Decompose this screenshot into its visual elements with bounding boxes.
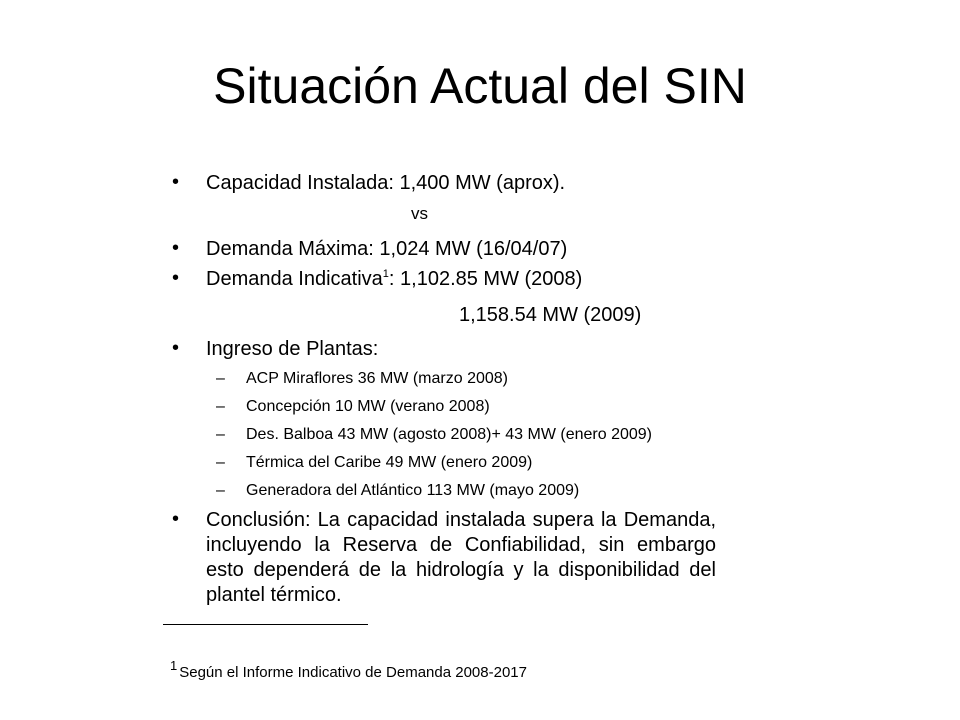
demanda-indicativa-2009: 1,158.54 MW (2009) [459,304,642,326]
demanda-indicativa-label: Demanda Indicativa [206,268,383,290]
footnote-divider [163,624,368,625]
bullet-marker: • [172,267,180,289]
ingreso-plantas: Ingreso de Plantas: [206,338,379,360]
dash-marker: – [216,398,225,415]
planta-item: Concepción 10 MW (verano 2008) [246,398,490,415]
dash-marker: – [216,454,225,471]
slide-title: Situación Actual del SIN [213,58,747,114]
capacidad-instalada: Capacidad Instalada: 1,400 MW (aprox). [206,172,566,194]
bullet-marker: • [172,171,180,193]
planta-item: Des. Balboa 43 MW (agosto 2008)+ 43 MW (enero 2009) [246,426,652,443]
dash-marker: – [216,426,225,443]
footnote-text: Según el Informe Indicativo de Demanda 2008-2017 [179,664,527,681]
bullet-marker: • [172,508,180,530]
footnote-ref: 1 [382,268,389,280]
vs-label: vs [411,204,428,223]
planta-item: ACP Miraflores 36 MW (marzo 2008) [246,370,508,387]
planta-item: Generadora del Atlántico 113 MW (mayo 2009) [246,482,580,499]
demanda-indicativa [206,268,582,291]
dash-marker: – [216,482,225,499]
planta-item: Térmica del Caribe 49 MW (enero 2009) [246,454,533,471]
conclusion-text: Conclusión: La capacidad instalada supera la Demanda, incluyendo la Reserva de Confiabilidad, sin embargo esto dependerá de la hidrología y la disponibilidad del plantel térmico. [206,509,716,606]
footnote [170,658,527,681]
footnote-number: 1 [170,658,178,673]
bullet-marker: • [172,337,180,359]
dash-marker: – [216,370,225,387]
bullet-marker: • [172,237,180,259]
demanda-indicativa-value: : 1,102.85 MW (2008) [388,268,583,290]
demanda-maxima: Demanda Máxima: 1,024 MW (16/04/07) [206,238,568,260]
